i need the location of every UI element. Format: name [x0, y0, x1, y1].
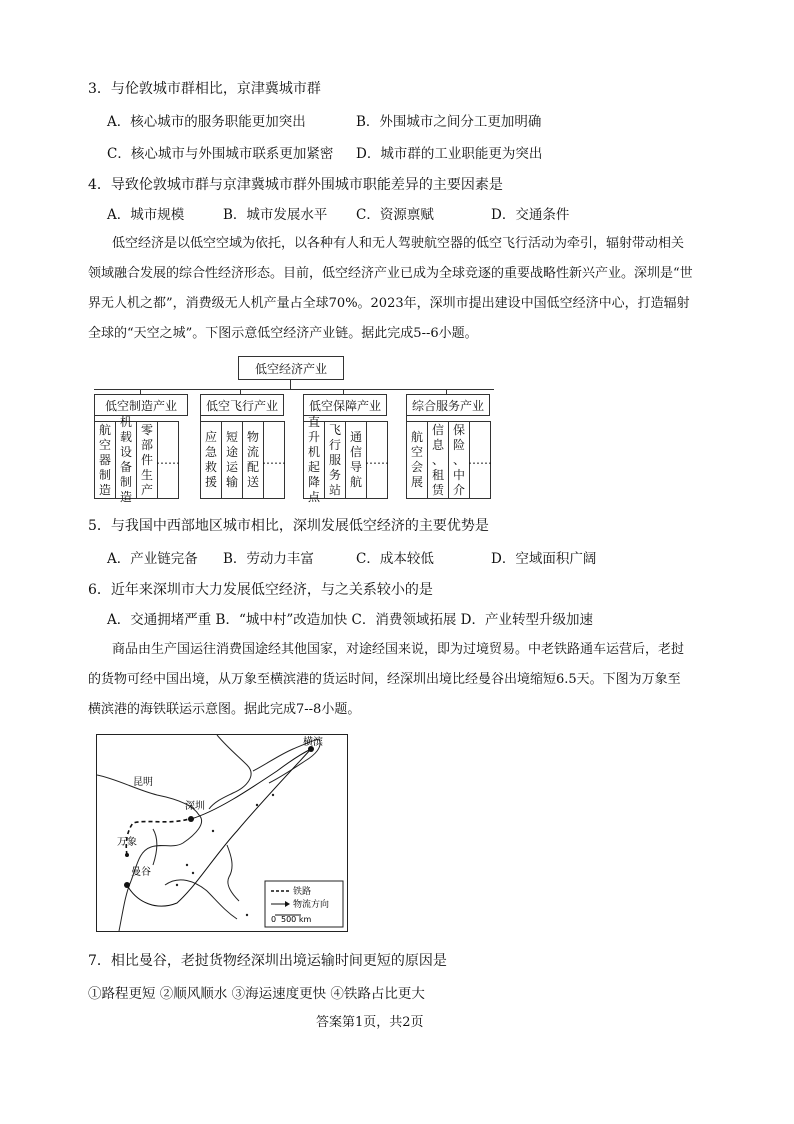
connector — [94, 389, 494, 390]
chart-item-char: 送 — [246, 475, 259, 489]
passage1-line: 全球的“天空之城”。下图示意低空经济产业链。据此完成5--6小题。 — [88, 326, 478, 341]
chart-item-char: 息 — [431, 437, 444, 452]
chart-item-2-0 — [303, 415, 325, 504]
chart-item-char: 产 — [140, 482, 153, 497]
q3-option-d: D．城市群的工业职能更为突出 — [356, 146, 543, 162]
chart-item-char: 空 — [410, 445, 423, 459]
chart-item-2-1 — [324, 421, 346, 499]
chart-item-char: 载 — [119, 430, 132, 444]
chart-item-char: 航 — [410, 430, 423, 444]
mainland-coast — [97, 775, 202, 931]
borneo-coast — [165, 880, 237, 919]
industry-chain-diagram — [90, 354, 500, 502]
passage1-line: 低空经济是以低空空域为依托，以各种有人和无人驾驶航空器的低空飞行活动为牵引，辐射带动相关 — [112, 236, 685, 251]
chart-item-char: 机 — [307, 445, 320, 459]
chart-item-char: 飞 — [328, 422, 341, 437]
chart-item-char: 中 — [452, 467, 465, 482]
chart-item-char: 赁 — [431, 482, 444, 497]
q6-stem: 6．近年来深圳市大力发展低空经济，与之关系较小的是 — [88, 582, 433, 598]
passage1-line: 界无人机之都”，消费级无人机产量占全球70%。2023年，深圳市提出建设中国低空经济中心，打造辐射 — [88, 296, 690, 311]
passage1-line: 领域融合发展的综合性经济形态。目前，低空经济产业已成为全球竞逐的重要战略性新兴产业。深圳是“世 — [88, 266, 693, 281]
q5-option-a: A．产业链完备 — [107, 551, 198, 567]
chart-item-char: 应 — [204, 430, 217, 444]
chart-item-char: 导 — [349, 460, 362, 474]
legend-flow-label: 物流方向 — [293, 900, 330, 910]
chart-item-char: 信 — [431, 422, 444, 437]
yokohama-label: 横滨 — [303, 737, 323, 748]
chart-item-0-2 — [136, 421, 158, 499]
connector — [290, 379, 291, 389]
q4-option-b: B．城市发展水平 — [223, 207, 328, 223]
vientiane-marker — [125, 853, 129, 857]
chart-item-char: 介 — [452, 482, 465, 497]
chart-item-char: …… — [156, 452, 180, 467]
q4-option-c: C．资源禀赋 — [356, 207, 434, 223]
group-label-support: 低空保障产业 — [303, 394, 387, 416]
chart-item-char: 升 — [307, 430, 320, 444]
chart-item-char: 途 — [225, 445, 238, 459]
chart-item-char: 直 — [307, 415, 320, 429]
island-dot — [192, 872, 194, 874]
kunming-label: 昆明 — [133, 777, 153, 788]
chart-item-char: 行 — [328, 437, 341, 452]
q4-option-d: D．交通条件 — [491, 207, 570, 223]
chart-item-char: 设 — [119, 445, 132, 459]
indochina-coast — [153, 829, 157, 865]
chart-item-0-3 — [157, 421, 179, 499]
island-dot — [186, 864, 188, 866]
passage2-line: 的货物可经中国出境，从万象至横滨港的货运时间，经深圳出境比经曼谷出境缩短6.5天。下图为万象至 — [88, 672, 681, 687]
chart-item-char: 信 — [349, 445, 362, 459]
chart-item-1-1 — [221, 421, 243, 499]
chart-item-char: 展 — [410, 475, 423, 489]
q3-stem: 3．与伦敦城市群相比，京津冀城市群 — [88, 81, 321, 97]
passage2-line: 商品由生产国运往消费国途经其他国家，对途经国来说，即为过境贸易。中老铁路通车运营后，老挝 — [112, 642, 685, 657]
island-dot — [272, 794, 274, 796]
chart-item-char: 、 — [452, 452, 465, 467]
island-dot — [246, 914, 248, 916]
chart-item-char: 零 — [140, 422, 153, 437]
chart-item-char: 保 — [452, 422, 465, 437]
chart-item-1-3 — [263, 421, 285, 499]
q3-option-a: A．核心城市的服务职能更加突出 — [107, 114, 306, 130]
group-label-service: 综合服务产业 — [406, 394, 490, 416]
chart-item-char: 降 — [307, 475, 320, 489]
chart-item-char: 险 — [452, 437, 465, 452]
chart-item-char: 航 — [349, 475, 362, 489]
chart-item-char: 通 — [349, 430, 362, 444]
q3-option-c: C．核心城市与外围城市联系更加紧密 — [107, 146, 334, 162]
island-dot — [176, 884, 178, 886]
chart-item-char: …… — [262, 452, 286, 467]
group-label-flight: 低空飞行产业 — [200, 394, 284, 416]
chart-item-2-2 — [345, 421, 367, 499]
page-footer: 答案第1页，共2页 — [316, 1015, 424, 1030]
chart-item-3-2 — [448, 421, 470, 499]
legend-scale-zero: 0 — [271, 915, 277, 924]
chart-root: 低空经济产业 — [238, 356, 344, 380]
chart-item-char: 输 — [225, 475, 238, 489]
passage2-line: 横滨港的海铁联运示意图。据此完成7--8小题。 — [88, 702, 361, 717]
shenzhen-marker — [188, 816, 194, 822]
chart-item-char: 备 — [119, 460, 132, 474]
island-dot — [256, 804, 258, 806]
chart-item-char: 生 — [140, 467, 153, 482]
legend-rail-label: 铁路 — [293, 887, 312, 897]
q5-option-b: B．劳动力丰富 — [223, 551, 314, 567]
philippines — [227, 845, 239, 901]
chart-item-char: 服 — [328, 452, 341, 467]
chart-item-1-2 — [242, 421, 264, 499]
vientiane-label: 万象 — [117, 837, 137, 848]
chart-item-char: 会 — [410, 460, 423, 474]
chart-item-3-0 — [406, 421, 428, 499]
china-east-coast — [209, 735, 251, 809]
chart-item-char: 航 — [98, 422, 111, 437]
chart-item-char: 急 — [204, 445, 217, 459]
q7-choices: ①路程更短 ②顺风顺水 ③海运速度更快 ④铁路占比更大 — [88, 986, 425, 1002]
q5-stem: 5．与我国中西部地区城市相比，深圳发展低空经济的主要优势是 — [88, 518, 489, 534]
legend-scale-label: 500 km — [281, 915, 312, 924]
chart-item-char: 短 — [225, 430, 238, 444]
q7-stem: 7．相比曼谷，老挝货物经深圳出境运输时间更短的原因是 — [88, 953, 447, 969]
map-drawing — [97, 735, 347, 931]
chart-item-char: 机 — [119, 415, 132, 429]
sea-rail-route-map — [96, 734, 348, 932]
chart-item-char: 点 — [307, 490, 320, 504]
chart-item-char: 制 — [98, 467, 111, 482]
chart-item-char: 器 — [98, 452, 111, 467]
bangkok-marker — [124, 882, 130, 888]
chart-item-0-0 — [94, 421, 116, 499]
q5-option-d: D．空域面积广阔 — [491, 551, 597, 567]
chart-item-char: 租 — [431, 467, 444, 482]
shenzhen-label: 深圳 — [185, 801, 205, 812]
q4-stem: 4．导致伦敦城市群与京津冀城市群外围城市职能差异的主要因素是 — [88, 177, 503, 193]
q5-option-c: C．成本较低 — [356, 551, 434, 567]
chart-item-0-1 — [115, 415, 137, 504]
chart-item-char: 配 — [246, 460, 259, 474]
chart-item-char: 起 — [307, 460, 320, 474]
q4-option-a: A．城市规模 — [107, 207, 185, 223]
chart-item-char: …… — [468, 452, 492, 467]
chart-item-char: 流 — [246, 445, 259, 459]
chart-item-1-0 — [200, 421, 222, 499]
chart-item-char: 援 — [204, 475, 217, 489]
chart-item-char: 救 — [204, 460, 217, 474]
chart-item-char: 站 — [328, 482, 341, 497]
chart-item-3-3 — [469, 421, 491, 499]
chart-item-2-3 — [366, 421, 388, 499]
chart-item-3-1 — [427, 421, 449, 499]
chart-item-char: 空 — [98, 437, 111, 452]
group-label-manufacturing: 低空制造产业 — [94, 394, 188, 416]
chart-item-char: …… — [365, 452, 389, 467]
chart-item-char: 制 — [119, 475, 132, 489]
chart-item-char: 运 — [225, 460, 238, 474]
q3-option-b: B．外围城市之间分工更加明确 — [356, 114, 542, 130]
chart-item-char: 造 — [98, 482, 111, 497]
q6-options: A．交通拥堵严重 B．“城中村”改造加快 C．消费领域拓展 D．产业转型升级加速 — [107, 612, 593, 628]
chart-item-char: 物 — [246, 430, 259, 444]
chart-item-char: 件 — [140, 452, 153, 467]
island-dot — [212, 830, 214, 832]
chart-item-char: 造 — [119, 490, 132, 504]
chart-item-char: 、 — [431, 452, 444, 467]
chart-item-char: 部 — [140, 437, 153, 452]
bangkok-label: 曼谷 — [131, 867, 151, 878]
chart-item-char: 务 — [328, 467, 341, 482]
